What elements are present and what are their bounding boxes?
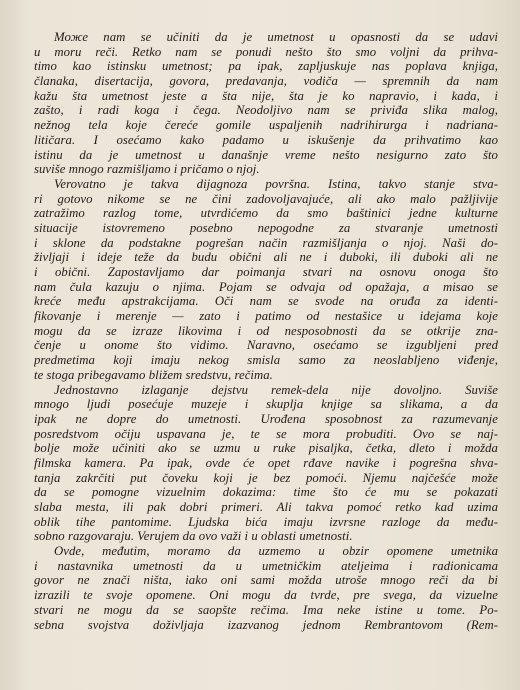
text-line: u moru reči. Retko nam se ponudi nešto što smo voljni da prihva-	[34, 44, 498, 59]
text-line: filmska kamera. Pa ipak, ovde će opet rđave navike i pogrešna shva-	[34, 455, 498, 470]
text-line: življaji i ideje teže da budu obični ali ne i duboki, ili duboki ali ne	[34, 250, 498, 265]
text-line: Може nam se učiniti da je umetnost u opasnosti da se udavi	[54, 30, 498, 44]
text-line: bolje može učiniti ako se uzmu u ruke pisaljka, četka, dleto i možda	[34, 441, 498, 456]
text-line: zašto, i radi koga i čega. Neodoljivo nam se priviđa slika malog,	[34, 103, 498, 118]
text-line: istinu da je umetnost u današnje vreme nešto nesigurno zato što	[34, 147, 498, 162]
text-line: ipak ne dopre do umetnosti. Urođena sposobnost za razumevanje	[34, 411, 498, 426]
text-line: oblik tihe pantomime. Ljudska bića imaju izvrsne razloge da među-	[34, 514, 498, 529]
text-line: Ovde, međutim, moramo da uzmemo u obzir opomene umetnika	[54, 544, 498, 559]
body-text	[34, 30, 498, 632]
text-line: sobno razgovaraju. Verujem da ovo važi i u oblasti umetnosti.	[34, 529, 353, 544]
text-line: ri gotovo nikome se ne čini zadovoljavajuće, ali ako malo pažljivije	[34, 191, 498, 206]
text-line: predmetima koji imaju nekog smisla samo za neoslabljeno viđenje,	[34, 353, 498, 368]
text-line: timo kao istinsku umetnost; pa ipak, zapljuskuje nas poplava knjiga,	[34, 59, 498, 74]
text-line: govor ne znači ništa, iako oni sami možda utroše mnogo reči da bi	[34, 573, 498, 588]
text-line: te stoga pribegavamo bližem sredstvu, rečima.	[34, 367, 273, 382]
text-line: posredstvom očiju uspavana je, te se mora probuditi. Ovo se naj-	[34, 426, 498, 441]
text-line: da se pomogne vizuelnim dokazima: time što će mu se pokazati	[34, 485, 498, 500]
text-line: fikovanje i merenje — zato i patimo od nestašice u idejama koje	[34, 309, 498, 324]
text-line: stvari ne mogu da se saopšte rečima. Ima neke istine u tome. Po-	[34, 602, 498, 617]
text-line: litičara. I osećamo kako padamo u iskušenje da prihvatimo kao	[34, 132, 498, 147]
paragraph	[34, 30, 498, 177]
text-line: mnogo ljudi posećuje muzeje i skuplja knjige sa slikama, a da	[34, 397, 498, 412]
text-line: mogu da se izraze likovima i od nesposobnosti da se otkrije zna-	[34, 323, 498, 338]
text-line: sebna svojstva doživljaja izazvanog jednom Rembrantovom (Rem-	[34, 617, 498, 632]
text-line: suviše mnogo razmišljamo i pričamo o njoj.	[34, 162, 260, 177]
text-line: zatražimo razlog tome, utvrdićemo da smo baštinici jedne kulturne	[34, 206, 498, 221]
text-line: Jednostavno izlaganje dejstvu remek-dela nije dovoljno. Suviše	[54, 382, 498, 397]
text-line: i sklone da podstakne pogrešan način razmišljanja o njoj. Naši do-	[34, 235, 498, 250]
text-line: čenje u onome što vidimo. Naravno, osećamo se izgubljeni pred	[34, 338, 498, 353]
text-line: članaka, disertacija, govora, predavanja, vodiča — spremnih da nam	[34, 74, 498, 89]
text-line: izrazili te svoje opomene. Oni mogu da tvrde, pre svega, da vizuelne	[34, 588, 498, 603]
text-line: kažu šta umetnost jeste a šta nije, šta je ko napravio, i kada, i	[34, 88, 498, 103]
paragraph	[34, 544, 498, 632]
text-line: nežnog tela koje čereće gomile uspaljenih nadrihirurga i nadriana-	[34, 118, 498, 133]
paragraph	[34, 177, 498, 383]
text-line: kreće među apstrakcijama. Oči nam se svode na oruđa za identi-	[34, 294, 498, 309]
text-line: Verovatno je takva dijagnoza površna. Istina, takvo stanje stva-	[54, 176, 498, 191]
text-line: situacije istovremeno posebno nepogodne za stvaranje umetnosti	[34, 220, 498, 235]
paragraph	[34, 383, 498, 545]
text-line: slaba mesta, ili pak dobri primeri. Ali takva pomoć retko kad uzima	[34, 500, 498, 514]
text-line: i obični. Zapostavljamo dar poimanja stvari na osnovu onoga što	[34, 265, 498, 279]
text-line: i nastavnika umetnosti da u umetničkim ateljeima i radionicama	[34, 558, 498, 573]
text-line: nam čula kazuju o njima. Pojam se odvaja od opažaja, a misao se	[34, 279, 498, 294]
text-line: tanja zakrčiti put čoveku koji je bez pomoći. Njemu najčešće može	[34, 470, 498, 485]
